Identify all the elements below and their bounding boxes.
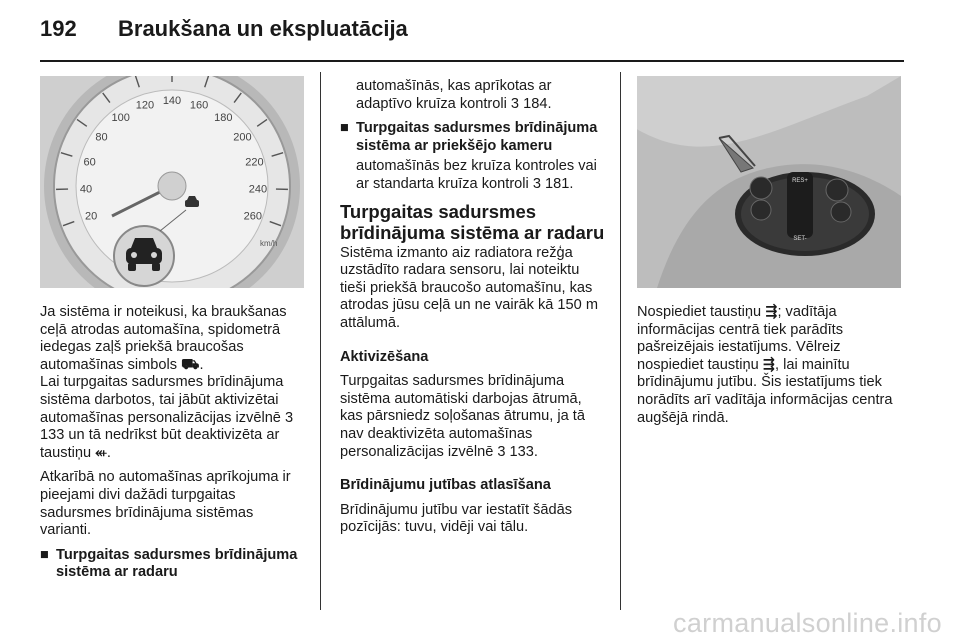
bullet-radar: ■ Turpgaitas sadursmes brīdinājuma sistēma ar radaru [40,546,298,581]
bullet-camera-text: automašīnās bez kruīza kontroles vai ar standarta kruīza kontroli 3 181. [356,158,597,192]
column-divider-2 [620,72,621,610]
res-button-label: RES+ [792,178,808,184]
continued-text: automašīnās, kas aprīkotas ar adaptīvo kruīza kontroli 3 184. [356,78,552,112]
section-text: Sistēma izmanto aiz radiatora režģa uzstādīto radara sensoru, lai noteiktu tieši priekšā braucošo automašīnu, kas atrodas jūsu ceļā un ne vairāk kā 150 m attālumā. [340,244,598,331]
section-heading: Turpgaitas sadursmes brīdinājuma sistēma ar radaru [340,200,605,243]
paragraph-1: Ja sistēma ir noteikusi, ka braukšanas ceļā atrodas automašīna, spidometrā iedegas zaļš priekšā braucošas automašīnas simbols ⛟. Lai turpgaitas sadursmes brīdinājuma sistēma darbotos, tai jābūt aktivizētai automašīnas personalizācijas izvēlnē 3 133 un tā nedrīkst būt deaktivizēta ar taustiņu ⬴. [40,304,294,461]
speed-tick-label: 220 [245,156,264,169]
column-2 [340,78,606,544]
speed-tick-label: 80 [95,131,108,144]
steering-wheel-controls-icon [637,76,901,288]
speedometer-figure [40,76,304,288]
header-rule [40,60,904,62]
speed-tick-label: 180 [214,112,233,125]
speed-tick-label: 140 [162,95,182,107]
page-header [0,0,960,62]
speed-tick-label: 100 [111,112,130,125]
speed-tick-label: 160 [189,99,209,112]
steering-wheel-figure [637,76,901,288]
sensitivity-button-icon-2: ⇶ [762,356,775,373]
speed-tick-label: 240 [248,183,268,196]
column-divider-1 [320,72,321,610]
sensitivity-text: Brīdinājumu jutību var iestatīt šādās pozīcijās: tuvu, vidēji vai tālu. [340,501,572,536]
column-3 [637,304,905,434]
speedometer-illustration [40,76,304,288]
sensitivity-button-icon: ⇶ [765,304,778,320]
page-number: 192 [40,16,77,41]
page-title: Braukšana un ekspluatācija [118,16,408,41]
deactivate-button-icon: ⬴ [95,444,107,461]
speed-tick-label: 40 [79,183,93,196]
speed-tick-label: 120 [135,99,155,112]
paragraph-2: Atkarībā no automašīnas aprīkojuma ir pieejami divi dažādi turpgaitas sadursmes brīdinājuma sistēmas varianti. [40,469,291,539]
speed-unit-label: km/h [260,239,278,248]
bullet-camera: ■ Turpgaitas sadursmes brīdinājuma sistēma ar priekšējo kameru [340,120,598,154]
speed-tick-label: 260 [243,210,262,223]
watermark: carmanualsonline.info [673,608,942,638]
speed-tick-label: 60 [83,156,96,169]
set-button-label: SET- [793,236,807,242]
car-symbol-icon: ⛟ [181,356,200,373]
column-1 [40,304,306,585]
speed-tick-label: 200 [233,131,252,144]
subheading-activation: Aktivizēšana [340,348,429,365]
sensitivity-instructions: Nospiediet taustiņu ⇶; vadītāja informācijas centrā tiek parādīts pašreizējais iestatījums. Vēlreiz nospiediet taustiņu ⇶, lai mainītu brīdinājumu jutību. Šis iestatījums tiek norādīts arī vadītāja informācijas centra augšējā rindā. [637,304,893,426]
activation-text: Turpgaitas sadursmes brīdinājuma sistēma automātiski darbojas ātrumā, kas pārsniedz soļošanas ātrumu, ja tā nav deaktivizēta automašīnas personalizācijas izvēlnē 3 133. [340,373,585,460]
speed-tick-label: 20 [85,210,98,223]
subheading-sensitivity: Brīdinājumu jutības atlasīšana [340,477,551,494]
